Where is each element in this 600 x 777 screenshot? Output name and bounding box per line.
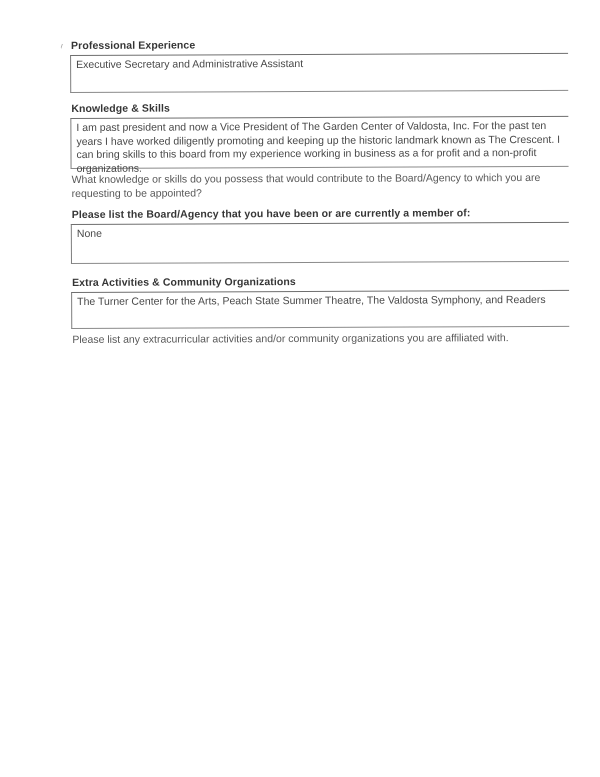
knowledge-skills-heading: Knowledge & Skills (71, 102, 170, 115)
extra-activities-help-text: Please list any extracurricular activities and/or community organizations you are affiliated with. (72, 332, 509, 346)
form-content (70, 38, 569, 347)
scan-speck-artifact (60, 44, 65, 50)
knowledge-skills-value: I am past president and now a Vice President of The Garden Center of Valdosta, Inc. For the past ten years I have worked diligently promoting and keeping up the historic landmark known as The Crescent. I can bring skills to this board from my experience working in business as a for profit and a non-profit organizations. (76, 119, 561, 175)
professional-experience-heading: Professional Experience (70, 39, 196, 52)
extra-activities-value: The Turner Center for the Arts, Peach State Summer Theatre, The Valdosta Symphony, and Readers (77, 293, 546, 308)
extra-activities-field[interactable] (71, 290, 569, 329)
board-agency-heading: Please list the Board/Agency that you have been or are currently a member of: (71, 207, 471, 221)
board-agency-field[interactable] (71, 222, 569, 264)
board-agency-value: None (76, 227, 102, 240)
knowledge-skills-field[interactable] (70, 116, 568, 175)
professional-experience-value: Executive Secretary and Administrative Assistant (76, 57, 304, 71)
professional-experience-field[interactable] (70, 53, 568, 93)
knowledge-skills-help-text: What knowledge or skills do you possess that would contribute to the Board/Agency to which you are requesting to be appointed? (71, 171, 541, 200)
extra-activities-heading: Extra Activities & Community Organizations (72, 276, 296, 289)
